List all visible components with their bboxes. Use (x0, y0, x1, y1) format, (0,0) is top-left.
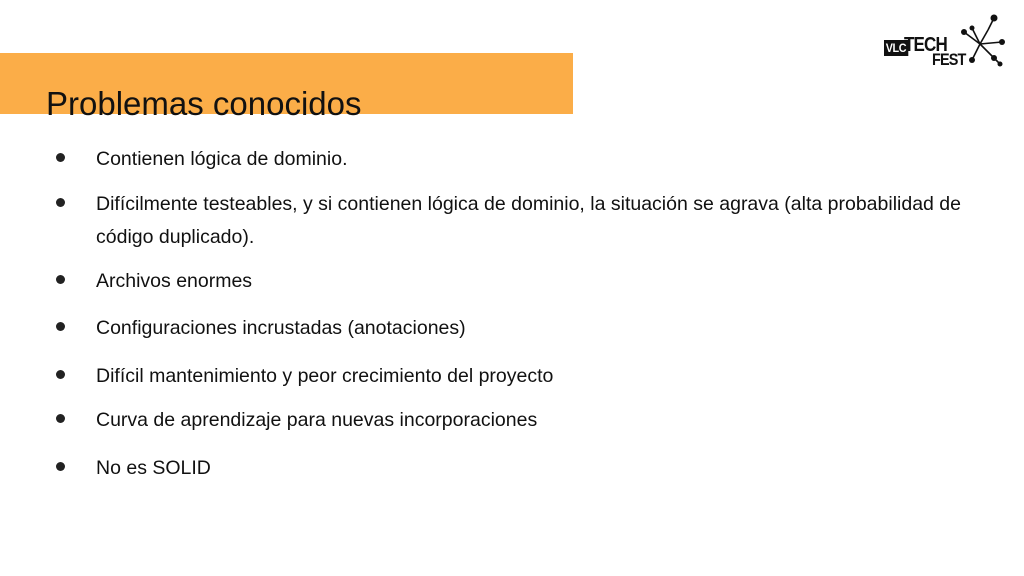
bullet-dot (56, 322, 65, 331)
bullet-text: Contienen lógica de dominio. (96, 148, 348, 170)
bullet-text: Configuraciones incrustadas (anotaciones) (96, 317, 466, 339)
slide-title: Problemas conocidos (46, 85, 362, 123)
bullet-dot (56, 414, 65, 423)
bullet-text: Archivos enormes (96, 270, 253, 292)
bullet-text: Curva de aprendizaje para nuevas incorporaciones (96, 409, 538, 431)
logo-vlc-badge: VLC (885, 41, 907, 55)
bullet-text: No es SOLID (96, 457, 211, 479)
vlc-tech-fest-logo (884, 14, 1006, 72)
bullet-text: Difícil mantenimiento y peor crecimiento del proyecto (96, 365, 554, 387)
bullet-text: Difícilmente testeables, y si contienen lógica de dominio, la situación se agrava (alta probabilidad de código duplicado). (96, 193, 961, 248)
bullet-dot (56, 153, 65, 162)
bullet-dot (56, 370, 65, 379)
network-star-icon (958, 14, 1006, 72)
bullet-dot (56, 462, 65, 471)
logo-tech-text: TECH (904, 34, 947, 56)
logo-fest-text: FEST (932, 50, 966, 69)
bullet-dot (56, 275, 65, 284)
bullet-dot (56, 198, 65, 207)
